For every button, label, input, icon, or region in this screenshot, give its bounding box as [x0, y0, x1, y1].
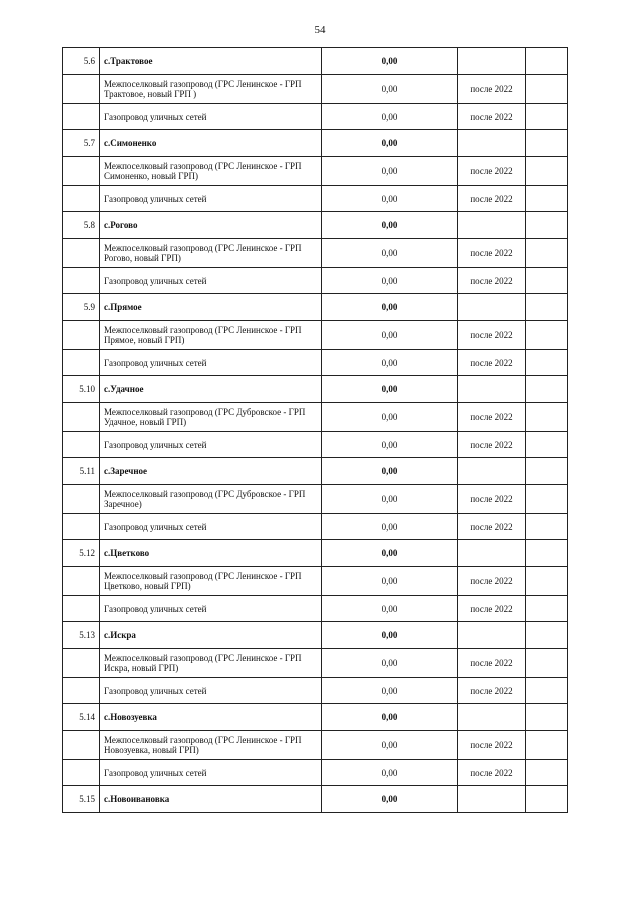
item-number	[63, 157, 100, 186]
item-term: после 2022	[458, 485, 526, 514]
settlement-name: с.Рогово	[100, 212, 322, 239]
section-extra	[526, 294, 568, 321]
section-term	[458, 376, 526, 403]
section-term	[458, 786, 526, 813]
section-number: 5.12	[63, 540, 100, 567]
item-row	[63, 186, 568, 212]
section-number: 5.14	[63, 704, 100, 731]
section-term	[458, 704, 526, 731]
item-extra	[526, 75, 568, 104]
item-name: Межпоселковый газопровод (ГРС Ленинское - ГРП Искра, новый ГРП)	[100, 649, 322, 678]
item-row	[63, 567, 568, 596]
section-row	[63, 786, 568, 813]
item-extra	[526, 678, 568, 704]
item-number	[63, 485, 100, 514]
section-value: 0,00	[322, 786, 458, 813]
item-number	[63, 649, 100, 678]
section-extra	[526, 376, 568, 403]
item-name: Газопровод уличных сетей	[100, 596, 322, 622]
item-name: Газопровод уличных сетей	[100, 350, 322, 376]
section-number: 5.8	[63, 212, 100, 239]
item-value: 0,00	[322, 432, 458, 458]
item-value: 0,00	[322, 268, 458, 294]
item-number	[63, 567, 100, 596]
item-number	[63, 186, 100, 212]
item-value: 0,00	[322, 104, 458, 130]
item-term: после 2022	[458, 403, 526, 432]
item-row	[63, 157, 568, 186]
section-value: 0,00	[322, 294, 458, 321]
section-row	[63, 294, 568, 321]
section-extra	[526, 458, 568, 485]
item-term: после 2022	[458, 157, 526, 186]
item-row	[63, 321, 568, 350]
section-row	[63, 458, 568, 485]
item-row	[63, 731, 568, 760]
section-extra	[526, 48, 568, 75]
section-row	[63, 376, 568, 403]
section-extra	[526, 704, 568, 731]
item-name: Газопровод уличных сетей	[100, 760, 322, 786]
item-extra	[526, 321, 568, 350]
item-extra	[526, 731, 568, 760]
item-value: 0,00	[322, 321, 458, 350]
section-extra	[526, 540, 568, 567]
section-term	[458, 458, 526, 485]
item-value: 0,00	[322, 678, 458, 704]
item-extra	[526, 268, 568, 294]
item-number	[63, 678, 100, 704]
item-name: Газопровод уличных сетей	[100, 514, 322, 540]
item-number	[63, 239, 100, 268]
section-row	[63, 704, 568, 731]
section-number: 5.13	[63, 622, 100, 649]
item-extra	[526, 403, 568, 432]
table-body	[63, 48, 568, 813]
item-row	[63, 760, 568, 786]
item-extra	[526, 104, 568, 130]
item-name: Газопровод уличных сетей	[100, 186, 322, 212]
item-value: 0,00	[322, 157, 458, 186]
item-name: Межпоселковый газопровод (ГРС Ленинское - ГРП Трактовое, новый ГРП )	[100, 75, 322, 104]
item-name: Межпоселковый газопровод (ГРС Дубровское - ГРП Удачное, новый ГРП)	[100, 403, 322, 432]
item-value: 0,00	[322, 186, 458, 212]
item-value: 0,00	[322, 350, 458, 376]
item-number	[63, 731, 100, 760]
item-extra	[526, 350, 568, 376]
item-value: 0,00	[322, 75, 458, 104]
settlement-name: с.Прямое	[100, 294, 322, 321]
item-name: Межпоселковый газопровод (ГРС Ленинское - ГРП Симоненко, новый ГРП)	[100, 157, 322, 186]
item-value: 0,00	[322, 596, 458, 622]
item-row	[63, 432, 568, 458]
item-value: 0,00	[322, 567, 458, 596]
item-term: после 2022	[458, 760, 526, 786]
item-number	[63, 403, 100, 432]
item-number	[63, 596, 100, 622]
settlement-name: с.Цветково	[100, 540, 322, 567]
item-value: 0,00	[322, 403, 458, 432]
section-number: 5.11	[63, 458, 100, 485]
item-number	[63, 350, 100, 376]
item-term: после 2022	[458, 731, 526, 760]
item-extra	[526, 186, 568, 212]
item-term: после 2022	[458, 567, 526, 596]
item-value: 0,00	[322, 239, 458, 268]
item-name: Газопровод уличных сетей	[100, 432, 322, 458]
item-value: 0,00	[322, 485, 458, 514]
item-name: Межпоселковый газопровод (ГРС Ленинское - ГРП Новозуевка, новый ГРП)	[100, 731, 322, 760]
section-term	[458, 294, 526, 321]
section-value: 0,00	[322, 704, 458, 731]
section-number: 5.6	[63, 48, 100, 75]
section-number: 5.9	[63, 294, 100, 321]
section-row	[63, 212, 568, 239]
item-value: 0,00	[322, 731, 458, 760]
item-row	[63, 596, 568, 622]
settlement-name: с.Новоивановка	[100, 786, 322, 813]
item-row	[63, 403, 568, 432]
item-name: Газопровод уличных сетей	[100, 678, 322, 704]
section-value: 0,00	[322, 540, 458, 567]
section-row	[63, 130, 568, 157]
item-number	[63, 268, 100, 294]
item-name: Межпоселковый газопровод (ГРС Ленинское - ГРП Прямое, новый ГРП)	[100, 321, 322, 350]
item-row	[63, 514, 568, 540]
section-value: 0,00	[322, 376, 458, 403]
gas-pipeline-table	[62, 47, 568, 813]
item-extra	[526, 567, 568, 596]
section-number: 5.15	[63, 786, 100, 813]
item-extra	[526, 485, 568, 514]
page-number: 54	[314, 24, 326, 36]
section-value: 0,00	[322, 458, 458, 485]
settlement-name: с.Удачное	[100, 376, 322, 403]
item-number	[63, 75, 100, 104]
section-value: 0,00	[322, 130, 458, 157]
item-row	[63, 350, 568, 376]
settlement-name: с.Искра	[100, 622, 322, 649]
item-name: Межпоселковый газопровод (ГРС Ленинское - ГРП Цветково, новый ГРП)	[100, 567, 322, 596]
item-name: Газопровод уличных сетей	[100, 104, 322, 130]
item-term: после 2022	[458, 678, 526, 704]
item-extra	[526, 514, 568, 540]
section-row	[63, 622, 568, 649]
section-value: 0,00	[322, 622, 458, 649]
item-number	[63, 760, 100, 786]
item-row	[63, 104, 568, 130]
item-number	[63, 514, 100, 540]
section-extra	[526, 130, 568, 157]
item-extra	[526, 157, 568, 186]
section-extra	[526, 786, 568, 813]
section-value: 0,00	[322, 48, 458, 75]
section-row	[63, 48, 568, 75]
item-term: после 2022	[458, 596, 526, 622]
item-number	[63, 104, 100, 130]
item-extra	[526, 239, 568, 268]
section-extra	[526, 622, 568, 649]
item-extra	[526, 432, 568, 458]
section-number: 5.10	[63, 376, 100, 403]
item-row	[63, 75, 568, 104]
settlement-name: с.Заречное	[100, 458, 322, 485]
section-term	[458, 48, 526, 75]
item-term: после 2022	[458, 321, 526, 350]
settlement-name: с.Трактовое	[100, 48, 322, 75]
settlement-name: с.Новозуевка	[100, 704, 322, 731]
section-row	[63, 540, 568, 567]
item-term: после 2022	[458, 186, 526, 212]
section-number: 5.7	[63, 130, 100, 157]
item-extra	[526, 760, 568, 786]
settlement-name: с.Симоненко	[100, 130, 322, 157]
section-extra	[526, 212, 568, 239]
item-row	[63, 485, 568, 514]
item-row	[63, 268, 568, 294]
item-name: Межпоселковый газопровод (ГРС Дубровское - ГРП Заречное)	[100, 485, 322, 514]
item-term: после 2022	[458, 649, 526, 678]
item-row	[63, 649, 568, 678]
item-number	[63, 321, 100, 350]
item-term: после 2022	[458, 268, 526, 294]
item-term: после 2022	[458, 104, 526, 130]
item-value: 0,00	[322, 760, 458, 786]
item-name: Газопровод уличных сетей	[100, 268, 322, 294]
section-value: 0,00	[322, 212, 458, 239]
item-term: после 2022	[458, 75, 526, 104]
section-term	[458, 130, 526, 157]
section-term	[458, 540, 526, 567]
section-term	[458, 622, 526, 649]
item-value: 0,00	[322, 649, 458, 678]
section-term	[458, 212, 526, 239]
item-term: после 2022	[458, 239, 526, 268]
item-extra	[526, 596, 568, 622]
item-term: после 2022	[458, 432, 526, 458]
item-row	[63, 678, 568, 704]
item-term: после 2022	[458, 350, 526, 376]
item-number	[63, 432, 100, 458]
item-term: после 2022	[458, 514, 526, 540]
item-row	[63, 239, 568, 268]
item-value: 0,00	[322, 514, 458, 540]
item-extra	[526, 649, 568, 678]
item-name: Межпоселковый газопровод (ГРС Ленинское - ГРП Рогово, новый ГРП)	[100, 239, 322, 268]
